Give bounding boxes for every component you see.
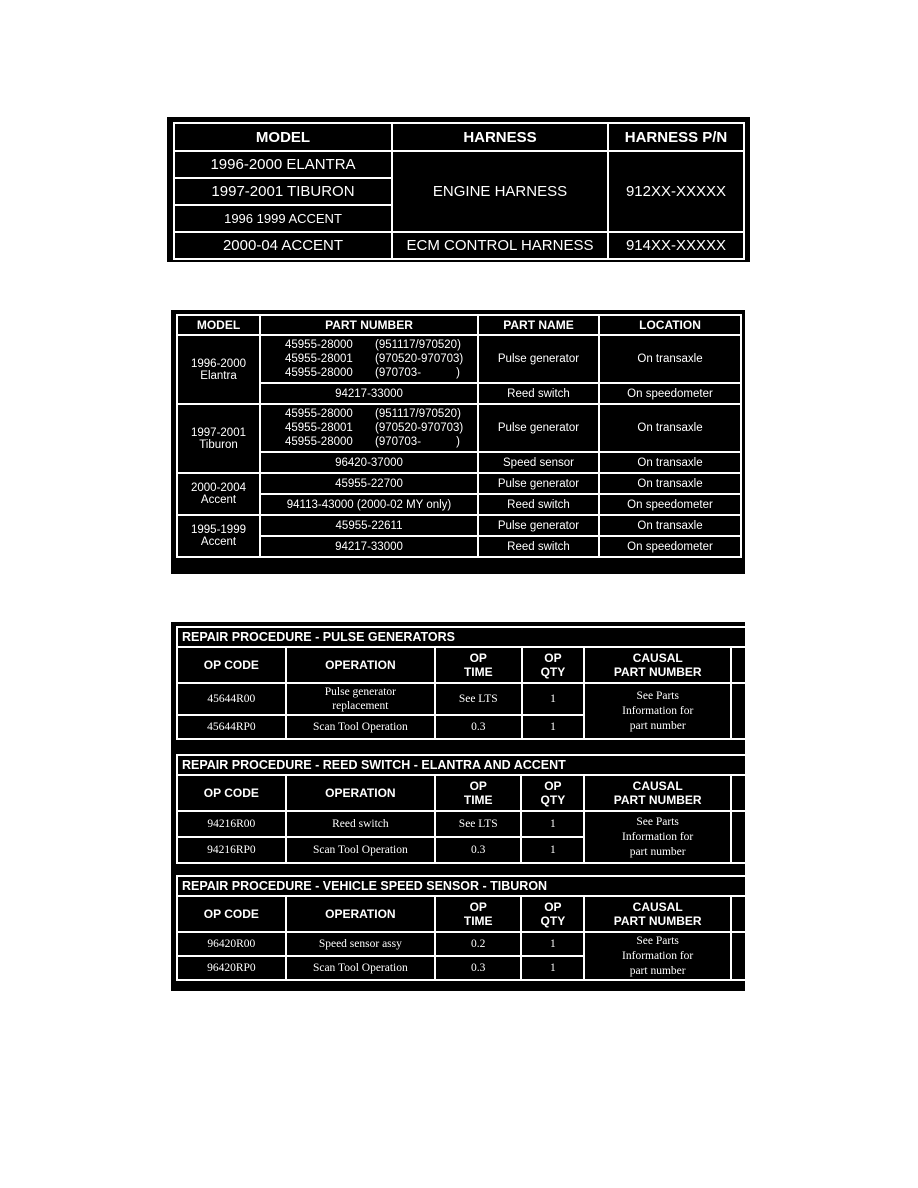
location-cell: On transaxle	[599, 335, 741, 383]
header-line: CODE	[758, 793, 793, 807]
model-cell: 1996-2000 ELANTRA	[174, 151, 392, 178]
op-time-cell: See LTS	[435, 811, 521, 837]
harness-cell: ECM CONTROL HARNESS	[392, 232, 608, 259]
part-number-cell: 96420-37000	[260, 452, 478, 473]
op-code-cell: 45644RP0	[177, 715, 286, 739]
header-line: QTY	[540, 665, 566, 679]
header-line: OP	[469, 779, 487, 793]
part-date-range: (970703- )	[375, 367, 461, 379]
parts-table-panel	[171, 310, 745, 574]
table-row	[177, 811, 908, 837]
nature-code-cell: N26	[731, 932, 820, 980]
column-header-op-time	[435, 896, 521, 932]
table-row	[174, 232, 744, 259]
location-cell: On speedometer	[599, 383, 741, 404]
header-line: OP	[544, 900, 562, 914]
location-cell: On speedometer	[599, 536, 741, 557]
model-cell: 1997-2001 TIBURON	[174, 178, 392, 205]
section-title-row	[177, 755, 908, 775]
header-line: QTY	[540, 793, 566, 807]
column-header-cause-code	[820, 896, 908, 932]
operation-line: Scan Tool Operation	[312, 721, 408, 733]
header-line: NATURE	[750, 779, 801, 793]
part-number: 45955-28000	[285, 367, 353, 379]
model-cell: 1996-2000 Elantra	[177, 335, 260, 404]
section-title: REPAIR PROCEDURE - VEHICLE SPEED SENSOR - TIBURON	[177, 876, 908, 896]
header-line: NATURE	[750, 900, 801, 914]
operation-cell	[286, 811, 435, 837]
part-date-range: (951117/970520)	[375, 339, 461, 351]
column-header-causal-part-number	[584, 647, 731, 683]
location-cell: On transaxle	[599, 473, 741, 494]
header-line: CODE	[758, 914, 793, 928]
table-header-row	[177, 775, 908, 811]
column-header-operation: OPERATION	[286, 896, 435, 932]
harness-table	[173, 122, 745, 260]
table-header-row	[177, 647, 908, 683]
header-line: OP	[469, 900, 487, 914]
column-header-op-code: OP CODE	[177, 896, 286, 932]
location-cell: On transaxle	[599, 515, 741, 536]
causal-line: Information for	[622, 830, 694, 843]
harness-cell: ENGINE HARNESS	[392, 151, 608, 232]
op-time-cell: 0.2	[435, 932, 521, 956]
operation-line: Speed sensor assy	[318, 938, 402, 950]
header-line: PART NUMBER	[613, 793, 702, 807]
operation-cell	[286, 932, 435, 956]
op-qty-cell: 1	[521, 956, 584, 980]
nature-code-cell: N26	[731, 811, 820, 863]
part-number: 45955-28001	[285, 353, 353, 365]
header-line: OP	[544, 651, 562, 665]
table-row	[177, 473, 741, 494]
header-line: NATURE	[751, 651, 801, 665]
table-row	[177, 335, 741, 383]
header-line: TIME	[463, 914, 493, 928]
causal-line: See Parts	[636, 689, 679, 702]
causal-part-number-cell	[584, 932, 731, 980]
op-qty-cell: 1	[521, 837, 584, 863]
header-line: CODE	[846, 665, 882, 679]
section-title: REPAIR PROCEDURE - REED SWITCH - ELANTRA AND ACCENT	[177, 755, 908, 775]
part-number: 45955-28000	[285, 408, 353, 420]
part-number: 45955-28001	[285, 422, 353, 434]
op-code-cell: 94216RP0	[177, 837, 286, 863]
part-name-cell: Reed switch	[478, 383, 599, 404]
column-header-op-time	[435, 775, 521, 811]
header-line: CODE	[846, 793, 882, 807]
op-qty-cell: 1	[522, 683, 585, 715]
location-cell: On transaxle	[599, 404, 741, 452]
operation-cell	[286, 715, 435, 739]
part-name-cell: Reed switch	[478, 494, 599, 515]
cause-code-cell: C15	[820, 811, 908, 863]
model-cell: 1997-2001 Tiburon	[177, 404, 260, 473]
table-header-row	[177, 315, 741, 335]
column-header-part-number: PART NUMBER	[260, 315, 478, 335]
part-name-cell: Pulse generator	[478, 473, 599, 494]
part-name-cell: Speed sensor	[478, 452, 599, 473]
location-cell: On transaxle	[599, 452, 741, 473]
part-number-cell: 94217-33000	[260, 536, 478, 557]
op-code-cell: 96420RP0	[177, 956, 286, 980]
column-header-causal-part-number	[584, 896, 731, 932]
column-header-op-code: OP CODE	[177, 647, 286, 683]
harness-table-panel	[167, 117, 750, 262]
part-name-cell: Pulse generator	[478, 335, 599, 383]
header-line: CAUSE	[843, 900, 886, 914]
repair-procedure-table	[176, 754, 909, 864]
repair-procedure-table	[176, 626, 909, 740]
part-number-cell: 94113-43000 (2000-02 MY only)	[260, 494, 478, 515]
part-date-range: (970703- )	[375, 436, 461, 448]
causal-line: Information for	[622, 704, 694, 717]
part-number-cell: 45955-22700	[260, 473, 478, 494]
section-title-row	[177, 876, 908, 896]
table-row	[177, 683, 908, 715]
operation-cell	[286, 956, 435, 980]
location-cell: On speedometer	[599, 494, 741, 515]
column-header-op-qty	[521, 896, 584, 932]
harness-pn-cell: 914XX-XXXXX	[608, 232, 744, 259]
header-line: CODE	[758, 665, 793, 679]
column-header-operation: OPERATION	[286, 647, 435, 683]
column-header-nature-code	[731, 896, 820, 932]
column-header-op-qty	[521, 775, 584, 811]
op-code-cell: 45644R00	[177, 683, 286, 715]
op-qty-cell: 1	[521, 932, 584, 956]
column-header-harness: HARNESS	[392, 123, 608, 151]
op-code-cell: 96420R00	[177, 932, 286, 956]
operation-cell	[286, 837, 435, 863]
model-cell: 1996 1999 ACCENT	[174, 205, 392, 232]
column-header-location: LOCATION	[599, 315, 741, 335]
part-name-cell: Reed switch	[478, 536, 599, 557]
operation-cell	[286, 683, 435, 715]
header-line: CAUSE	[843, 779, 886, 793]
cause-code-cell: C15	[820, 683, 908, 739]
part-name-cell: Pulse generator	[478, 515, 599, 536]
harness-pn-cell: 912XX-XXXXX	[608, 151, 744, 232]
table-header-row	[174, 123, 744, 151]
operation-line: Pulse generator	[324, 686, 396, 698]
part-date-range: (951117/970520)	[375, 408, 461, 420]
causal-line: part number	[629, 964, 686, 977]
causal-line: See Parts	[636, 934, 679, 947]
header-line: TIME	[463, 793, 493, 807]
header-line: PART NUMBER	[613, 665, 702, 679]
table-row	[177, 515, 741, 536]
op-time-cell: 0.3	[435, 956, 521, 980]
part-name-cell: Pulse generator	[478, 404, 599, 452]
table-header-row	[177, 896, 908, 932]
part-number-cell	[260, 335, 478, 383]
operation-line: Reed switch	[332, 818, 389, 830]
column-header-nature-code	[731, 775, 820, 811]
column-header-op-time	[435, 647, 521, 683]
repair-procedure-table	[176, 875, 909, 981]
part-number-cell: 45955-22611	[260, 515, 478, 536]
column-header-part-name: PART NAME	[478, 315, 599, 335]
column-header-op-code: OP CODE	[177, 775, 286, 811]
column-header-harness-pn: HARNESS P/N	[608, 123, 744, 151]
model-cell: 2000-2004 Accent	[177, 473, 260, 515]
causal-line: Information for	[622, 949, 694, 962]
table-row	[174, 151, 744, 178]
part-date-range: (970520-970703)	[375, 422, 464, 434]
part-number-cell	[260, 404, 478, 452]
operation-line: replacement	[332, 700, 389, 712]
column-header-model: MODEL	[174, 123, 392, 151]
part-number: 45955-28000	[285, 339, 353, 351]
op-time-cell: See LTS	[435, 683, 521, 715]
model-cell: 2000-04 ACCENT	[174, 232, 392, 259]
table-row	[177, 932, 908, 956]
nature-code-cell: N26	[731, 683, 820, 739]
part-date-range: (970520-970703)	[375, 353, 464, 365]
parts-table	[176, 314, 742, 558]
table-row	[177, 404, 741, 452]
table-row	[177, 383, 741, 404]
header-line: CAUSAL	[632, 651, 683, 665]
causal-part-number-cell	[584, 683, 731, 739]
header-line: CAUSE	[843, 651, 886, 665]
cause-code-cell: C15	[820, 932, 908, 980]
causal-line: part number	[629, 719, 686, 732]
column-header-nature-code	[731, 647, 820, 683]
op-time-cell: 0.3	[435, 715, 521, 739]
causal-line: See Parts	[636, 815, 679, 828]
header-line: CAUSAL	[632, 900, 683, 914]
header-line: PART NUMBER	[613, 914, 702, 928]
column-header-cause-code	[820, 647, 908, 683]
header-line: CAUSAL	[632, 779, 683, 793]
column-header-cause-code	[820, 775, 908, 811]
model-cell: 1995-1999 Accent	[177, 515, 260, 557]
column-header-causal-part-number	[584, 775, 731, 811]
header-line: QTY	[540, 914, 566, 928]
table-row	[177, 494, 741, 515]
section-title: REPAIR PROCEDURE - PULSE GENERATORS	[177, 627, 908, 647]
part-number: 45955-28000	[285, 436, 353, 448]
op-qty-cell: 1	[521, 811, 584, 837]
causal-line: part number	[629, 845, 686, 858]
header-line: CODE	[846, 914, 882, 928]
causal-part-number-cell	[584, 811, 731, 863]
operation-line: Scan Tool Operation	[312, 844, 408, 856]
table-row	[177, 536, 741, 557]
header-line: OP	[544, 779, 562, 793]
op-code-cell: 94216R00	[177, 811, 286, 837]
table-row	[177, 452, 741, 473]
column-header-op-qty	[522, 647, 585, 683]
op-qty-cell: 1	[522, 715, 585, 739]
operation-line: Scan Tool Operation	[312, 962, 408, 974]
part-number-cell: 94217-33000	[260, 383, 478, 404]
column-header-operation: OPERATION	[286, 775, 435, 811]
repair-procedures-panel	[171, 622, 886, 991]
header-line: TIME	[463, 665, 493, 679]
header-line: OP	[469, 651, 487, 665]
op-time-cell: 0.3	[435, 837, 521, 863]
section-title-row	[177, 627, 908, 647]
column-header-model: MODEL	[177, 315, 260, 335]
